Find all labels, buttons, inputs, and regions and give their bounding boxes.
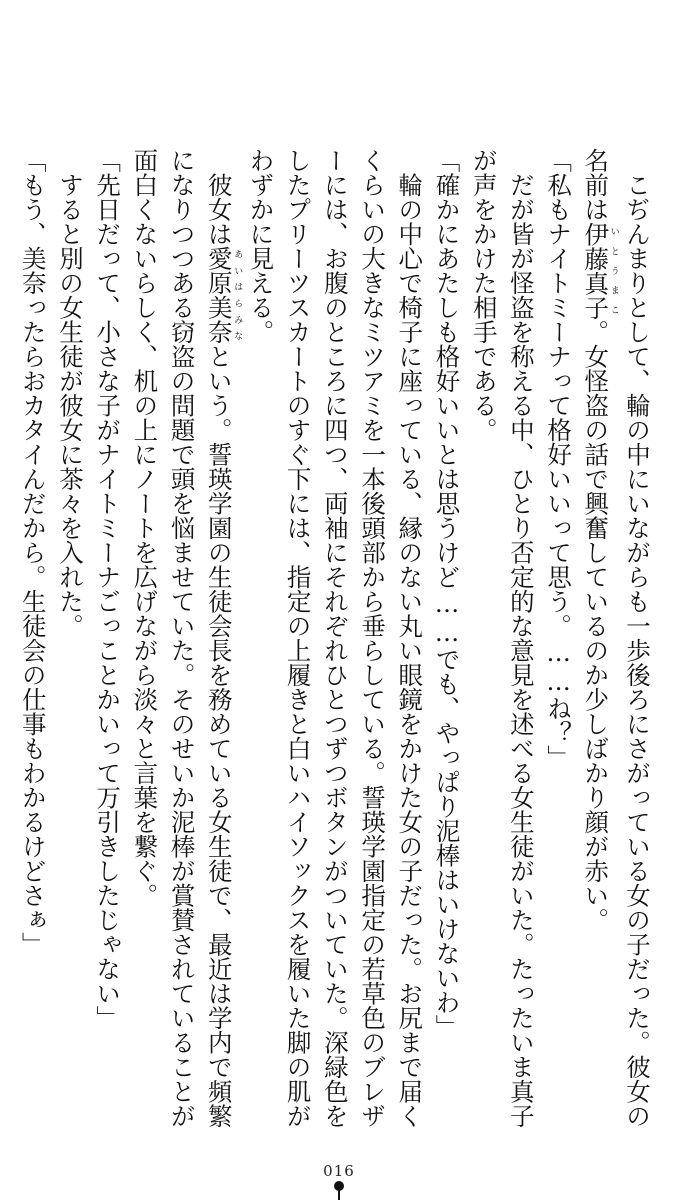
text-line-12: 彼女は愛原美奈あいはらみなという。誓瑛学園の生徒会長を務めている女生徒で、最近は学内で頻繁 xyxy=(204,148,243,1128)
text-line-17: 「もう、美奈ったらおカタイんだから。生徒会の仕事もわかるけどさぁ」 xyxy=(18,148,48,957)
text-line-1: こぢんまりとして、輪の中にいながらも一歩後ろにさがっている女の子だった。彼女の xyxy=(623,148,652,1128)
text-line-4: だが皆が怪盗を称える中、ひとり否定的な意見を述べる女生徒がいた。たったいま真子 xyxy=(506,148,536,1128)
text-line-13: になりつつある窃盗の問題で頭を悩ませていた。そのせいか泥棒が賞賛されていることが xyxy=(167,148,197,1128)
ruby-reading-mina: あいはらみな xyxy=(232,246,243,344)
folio-stem-ornament xyxy=(338,1190,340,1200)
text-line-14: 面白くないらしく、机の上にノートを広げながら淡々と言葉を繋ぐ。 xyxy=(130,148,160,908)
page-number: 016 xyxy=(323,1162,355,1180)
text-line-11: わずかに見える。 xyxy=(246,148,276,344)
text-line-15: 「先日だって、小さな子がナイトミーナごっことかいって万引きしたじゃない」 xyxy=(93,148,123,1030)
text-line-5: が声をかけた相手である。 xyxy=(469,148,499,442)
text-line-3: 「私もナイトミーナって格好いいって思う。……ね？」 xyxy=(544,148,574,770)
vertical-body-text xyxy=(15,148,656,1148)
text-line-8: くらいの大きなミツアミを一本後頭部から垂らしている。誓瑛学園指定の若草色のブレザ xyxy=(358,148,388,1128)
text-line-10: したプリーツスカートのすぐ下には、指定の上履きと白いハイソックスを履いた脚の肌が xyxy=(283,148,313,1128)
text-line-7: 輪の中心で椅子に座っている、縁のない丸い眼鏡をかけた女の子だった。お尻まで届く xyxy=(395,148,425,1128)
text-line-16: すると別の女生徒が彼女に茶々を入れた。 xyxy=(55,148,85,638)
ruby-reading-mako: いとうまこ xyxy=(608,221,619,320)
ruby-mako: 伊藤真子いとうまこ xyxy=(581,221,619,320)
text-line-6: 「確かにあたしも格好いいとは思うけど……でも、やっぱり泥棒はいけないわ」 xyxy=(432,148,462,1039)
text-line-9: ーには、お腹のところに四つ、両袖にそれぞれひとつずつボタンがついていた。深緑色を xyxy=(320,148,350,1128)
text-line-2: 名前は伊藤真子いとうまこ。女怪盗の話で興奮しているのか少しばかり顔が赤い。 xyxy=(581,148,619,932)
ruby-mina: 愛原美奈あいはらみな xyxy=(204,246,243,344)
